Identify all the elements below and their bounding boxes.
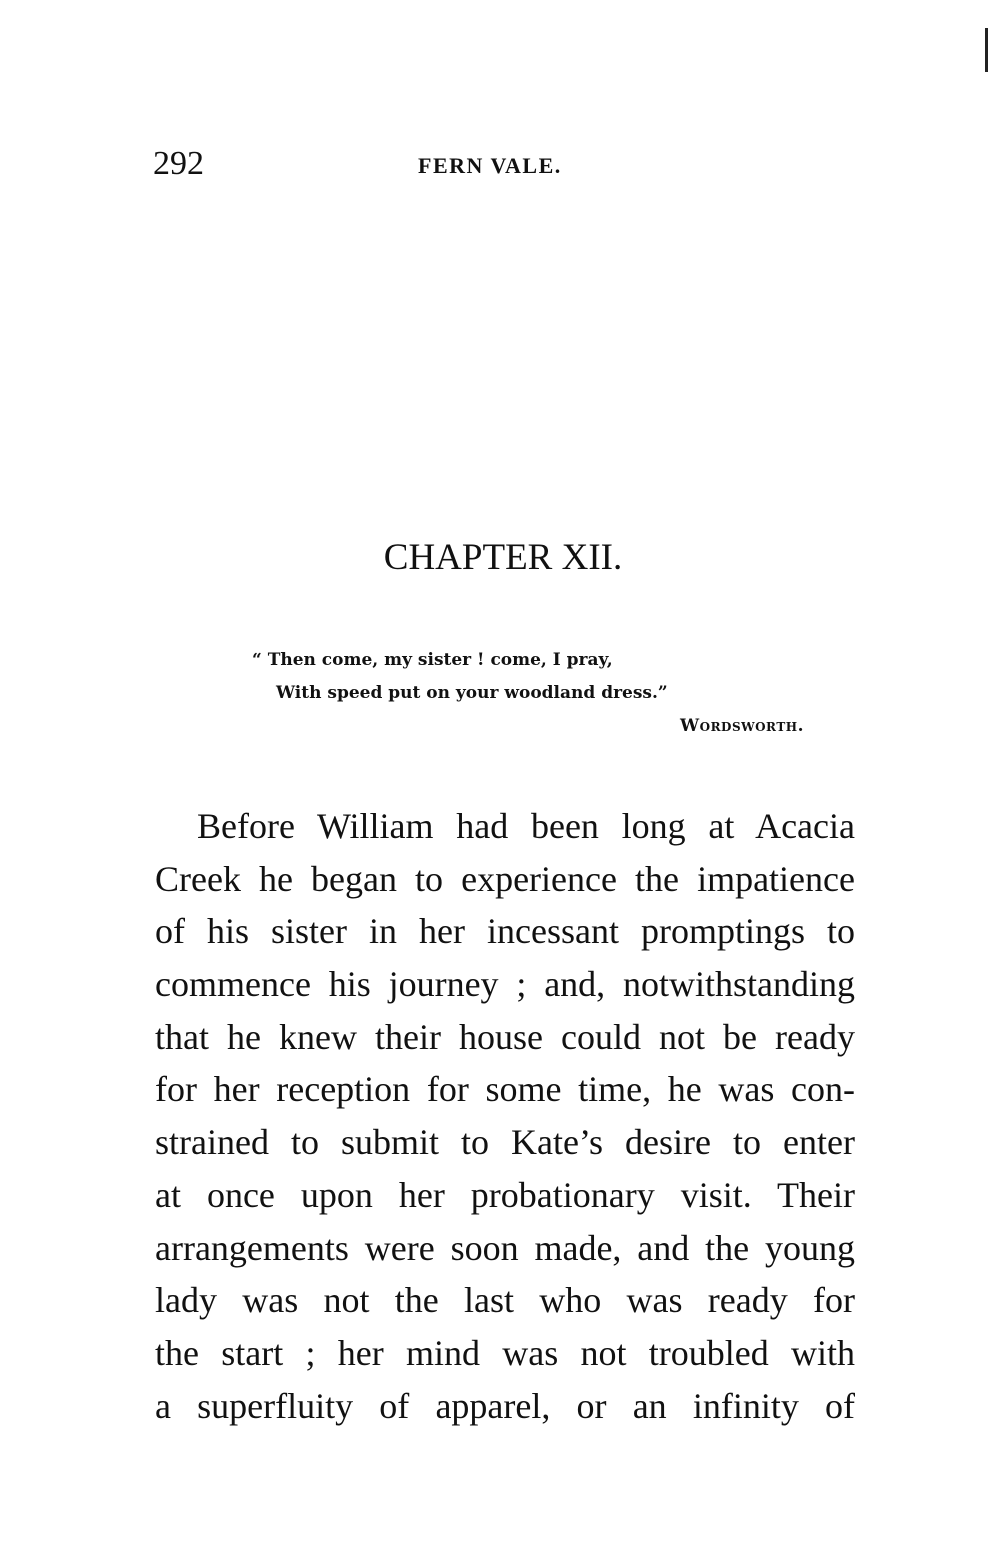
running-title: FERN VALE. [418,153,562,178]
body-line: of his sister in her incessant promptings to [155,911,855,952]
epigraph [252,644,812,743]
page-number: 292 [153,145,204,182]
chapter-title: CHAPTER XII. [383,537,623,578]
body-line: strained to submit to Kate’s desire to enter [155,1122,855,1163]
epigraph-attribution: Wordsworth. [680,716,804,736]
body-line: commence his journey ; and, notwithstanding [155,964,855,1005]
epigraph-line-2: With speed put on your woodland dress.” [276,683,668,703]
body-line: Before William had been long at Acacia [197,806,855,846]
body-line: for her reception for some time, he was con- [155,1069,855,1110]
margin-mark [985,28,988,72]
body-line: Creek he began to experience the impatience [155,858,855,899]
body-line: the start ; her mind was not troubled with [155,1332,855,1373]
epigraph-line-1: “ Then come, my sister ! come, I pray, [252,650,613,670]
body-line: lady was not the last who was ready for [155,1280,855,1321]
body-line: that he knew their house could not be ready [155,1016,855,1057]
body-line: at once upon her probationary visit. Their [155,1174,855,1215]
body-text [155,800,855,1432]
page-header [0,142,1000,192]
body-line: a superfluity of apparel, or an infinity of [155,1385,855,1426]
body-line: arrangements were soon made, and the young [155,1227,855,1268]
